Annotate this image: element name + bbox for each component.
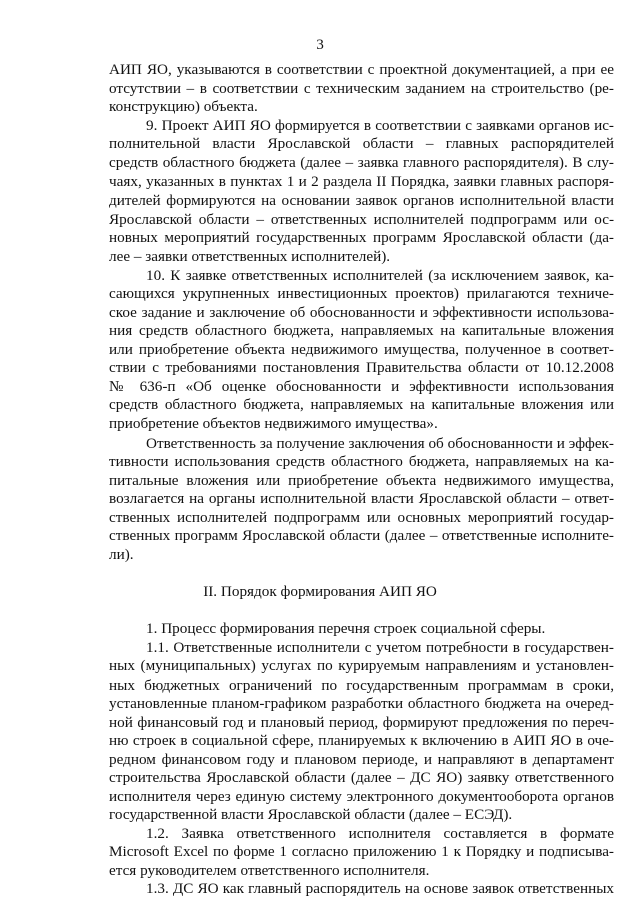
- text-line: лее – заявки ответственных исполнителей).: [109, 247, 391, 265]
- text-line: 1.1. Ответственные исполнители с учетом потребности в государствен-: [146, 639, 614, 657]
- text-line: АИП ЯО, указываются в соответствии с проектной документацией, а при ее: [109, 61, 614, 78]
- text-line: ется руководителем ответственного исполнителя.: [109, 862, 430, 880]
- text-line: ню строек в социальной сфере, планируемых к включению в АИП ЯО в оче-: [109, 731, 614, 749]
- text-line: средств областного бюджета (далее – заявка главного распорядителя). В слу-: [109, 154, 614, 172]
- text-line: 9. Проект АИП ЯО формируется в соответствии с заявками органов ис-: [146, 117, 614, 135]
- text-line: № 636-п «Об оценке обоснованности и эффективности использования: [109, 378, 614, 396]
- text-line: Ответственность за получение заключения об обоснованности и эффек-: [146, 434, 614, 452]
- text-line: средств областного бюджета, направляемых на капитальные вложения или: [109, 396, 614, 414]
- text-line: ствии с требованиями постановления Правительства области от 10.12.2008: [109, 359, 614, 377]
- page-number: 3: [316, 36, 324, 53]
- text-line: ных бюджетных ограничений по государственным программам в сроки,: [109, 676, 614, 694]
- text-line: государственной власти Ярославской области (далее – ЕСЭД).: [109, 806, 513, 824]
- text-line: или приобретение объекта недвижимого имущества, полученное в соответ-: [109, 341, 614, 359]
- text-line: полнительной власти Ярославской области – главных распорядителей: [109, 135, 614, 153]
- text-line: питальные вложения или приобретение объекта недвижимого имущества,: [109, 471, 614, 489]
- text-line: Microsoft Excel по форме 1 согласно приложению 1 к Порядку и подписыва-: [109, 843, 614, 861]
- section-heading: II. Порядок формирования АИП ЯО: [203, 583, 437, 601]
- text-line: 10. К заявке ответственных исполнителей (за исключением заявок, ка-: [146, 266, 614, 284]
- text-line: ственных программ Ярославской области (далее – ответственные исполните-: [109, 526, 614, 544]
- text-line: новных мероприятий государственных программ Ярославской области (да-: [109, 228, 614, 246]
- text-line: отсутствии – в соответствии с техническим заданием на строительство (ре-: [109, 80, 614, 98]
- text-line: 1. Процесс формирования перечня строек социальной сферы.: [146, 620, 546, 638]
- text-line: ское задание и заключение об обоснованности и эффективности использова-: [109, 304, 614, 321]
- text-line: конструкцию) объекта.: [109, 98, 258, 116]
- text-line: дителей формируются на основании заявок органов исполнительной власти: [109, 191, 614, 209]
- text-line: ных (муниципальных) услугах по курируемым направлениям и установлен-: [109, 657, 614, 675]
- text-line: ния средств областного бюджета, направляемых на капитальные вложения: [109, 322, 614, 340]
- text-line: редном финансовом году и плановом периоде, и направляют в департамент: [109, 750, 614, 768]
- text-line: ной финансовый год и плановый период, формируют предложения по переч-: [109, 713, 614, 731]
- text-line: приобретение объектов недвижимого имущества».: [109, 415, 438, 433]
- text-line: 1.2. Заявка ответственного исполнителя составляется в формате: [146, 825, 614, 843]
- text-line: исполнителя через единую систему электронного документооборота органов: [109, 788, 614, 805]
- text-line: сающихся укрупненных инвестиционных проектов) прилагаются техниче-: [109, 284, 614, 302]
- text-line: чаях, указанных в пунктах 1 и 2 раздела II Порядка, заявки главных распоря-: [109, 172, 614, 190]
- text-line: строительства Ярославской области (далее – ДС ЯО) заявку ответственного: [109, 768, 614, 786]
- text-line: ственных исполнителей подпрограмм или основных мероприятий государ-: [109, 508, 614, 526]
- text-line: Ярославской области – ответственных исполнителей подпрограмм или ос-: [109, 210, 614, 228]
- text-line: возлагается на органы исполнительной власти Ярославской области – ответ-: [109, 489, 614, 507]
- text-line: ли).: [109, 546, 134, 563]
- text-line: установленные планом-графиком разработки областного бюджета на очеред-: [109, 694, 614, 712]
- text-line: 1.3. ДС ЯО как главный распорядитель на основе заявок ответственных: [146, 880, 614, 898]
- text-line: тивности использования средств областного бюджета, направляемых на ка-: [109, 452, 614, 470]
